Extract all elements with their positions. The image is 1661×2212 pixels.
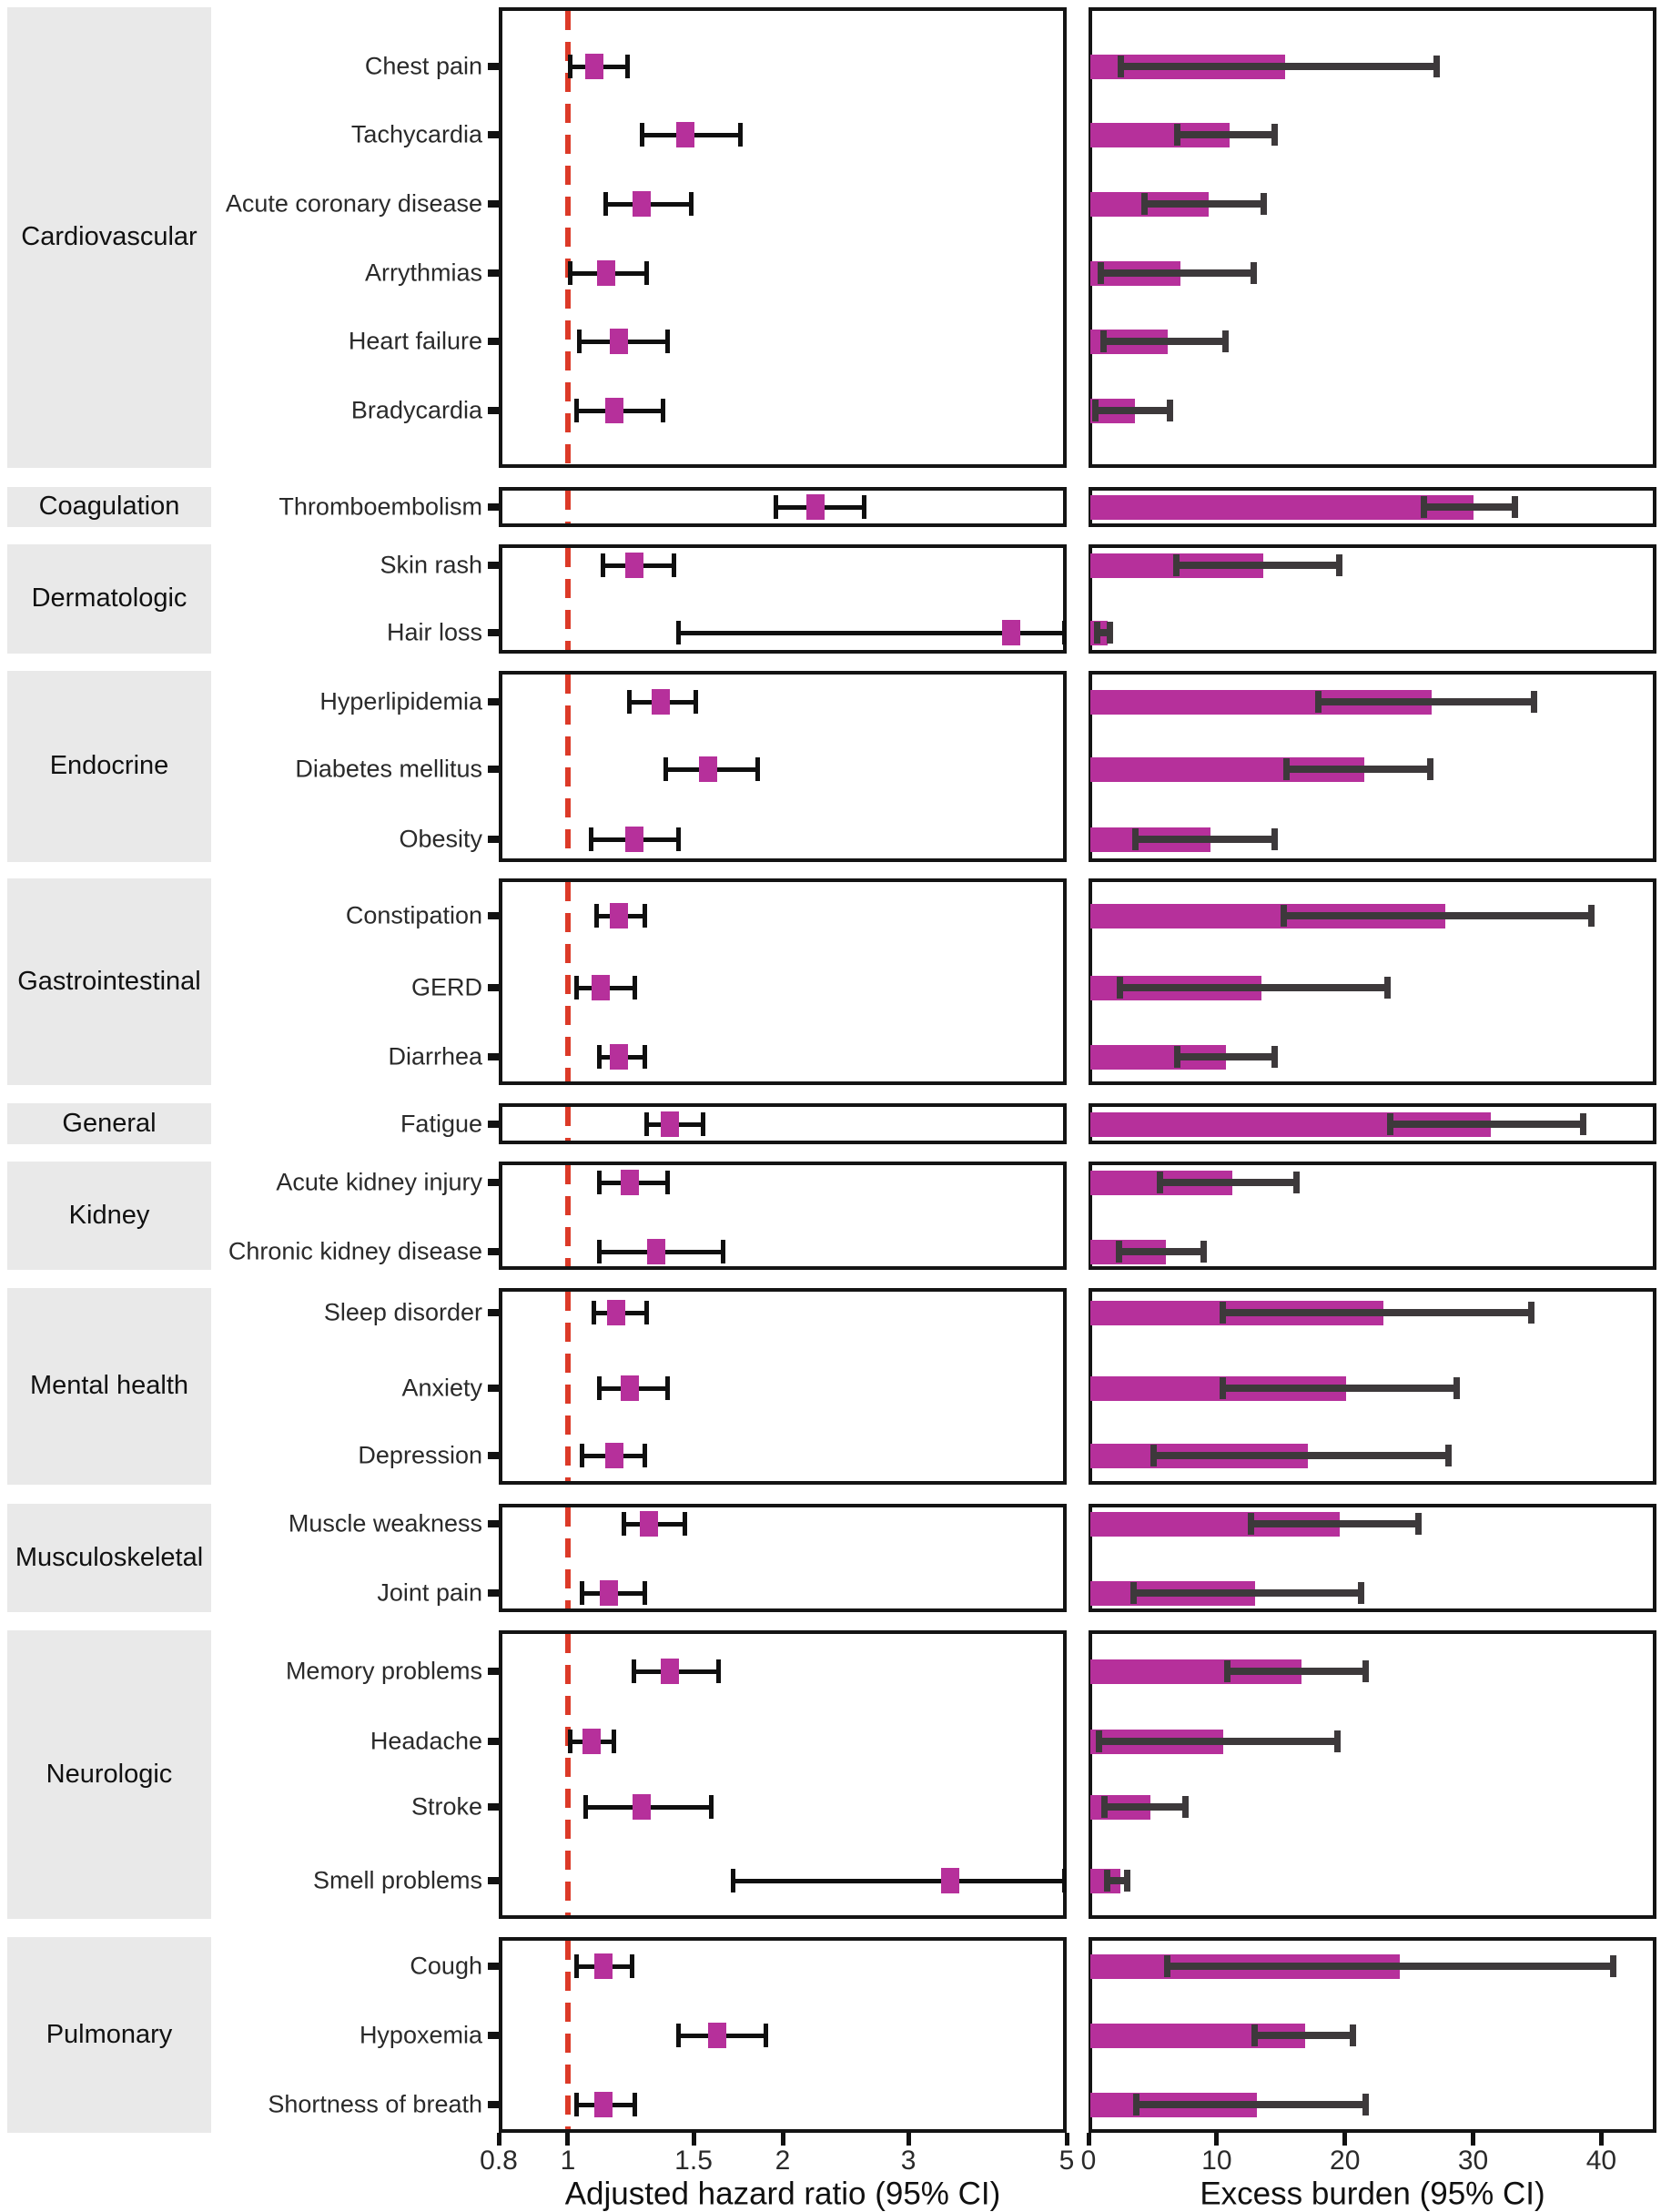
burden-ci-cap-right-diabetes-mellitus (1427, 758, 1433, 780)
burden-ci-cap-right-acute-coronary-disease (1261, 193, 1267, 215)
burden-ci-line-hyperlipidemia (1315, 698, 1537, 705)
hr-marker-acute-kidney-injury (621, 1170, 639, 1195)
burden-ci-cap-left-memory-problems (1224, 1660, 1231, 1682)
burden-ci-cap-left-thromboembolism (1421, 496, 1427, 518)
burden-ci-line-memory-problems (1224, 1668, 1369, 1675)
hr-marker-diarrhea (610, 1044, 628, 1070)
hr-marker-gerd (592, 975, 610, 1000)
hr-ci-cap-right-cough (630, 1954, 634, 1978)
burden-ci-cap-left-diabetes-mellitus (1283, 758, 1290, 780)
burden-axis-title: Excess burden (95% CI) (1200, 2176, 1545, 2212)
row-tick-acute-coronary-disease (488, 200, 499, 208)
burden-ci-line-chronic-kidney-disease (1116, 1248, 1207, 1255)
burden-ci-cap-left-hyperlipidemia (1315, 691, 1322, 713)
hr-ci-cap-right-acute-coronary-disease (689, 192, 694, 216)
hr-ci-cap-left-skin-rash (601, 553, 605, 577)
burden-ci-cap-right-memory-problems (1362, 1660, 1369, 1682)
row-tick-constipation (488, 912, 499, 919)
row-tick-muscle-weakness (488, 1520, 499, 1527)
hr-ci-cap-right-skin-rash (672, 553, 676, 577)
row-tick-chest-pain (488, 63, 499, 70)
burden-x-tick-20 (1342, 2133, 1347, 2146)
burden-ci-cap-right-stroke (1182, 1796, 1189, 1818)
category-label-dermatologic: Dermatologic (7, 544, 211, 654)
row-label-muscle-weakness: Muscle weakness (288, 1509, 482, 1537)
reference-line-hr1-gastrointestinal (565, 882, 571, 1081)
burden-ci-cap-left-depression (1150, 1445, 1157, 1466)
row-label-stroke: Stroke (410, 1792, 482, 1821)
burden-ci-cap-left-gerd (1117, 977, 1123, 999)
burden-ci-cap-right-tachycardia (1271, 124, 1278, 146)
hr-ci-cap-right-sleep-disorder (644, 1301, 649, 1324)
row-label-joint-pain: Joint pain (377, 1578, 482, 1607)
row-tick-bradycardia (488, 407, 499, 414)
hr-ci-cap-left-bradycardia (574, 399, 579, 422)
burden-ci-cap-right-sleep-disorder (1528, 1302, 1534, 1324)
hr-ci-cap-right-fatigue (701, 1112, 705, 1136)
row-label-headache: Headache (370, 1727, 482, 1755)
hr-marker-acute-coronary-disease (633, 191, 651, 217)
burden-ci-line-depression (1150, 1452, 1452, 1459)
burden-ci-cap-right-acute-kidney-injury (1293, 1172, 1300, 1193)
hr-marker-cough (594, 1953, 613, 1979)
burden-ci-cap-right-bradycardia (1167, 400, 1173, 421)
burden-x-tick-label-20: 20 (1330, 2146, 1361, 2176)
hr-ci-cap-left-stroke (583, 1795, 588, 1819)
hr-ci-cap-right-chest-pain (625, 55, 630, 78)
burden-ci-cap-left-fatigue (1387, 1113, 1393, 1135)
row-tick-anxiety (488, 1385, 499, 1392)
burden-ci-cap-left-cough (1164, 1955, 1170, 1977)
hr-ci-cap-right-diarrhea (643, 1045, 647, 1069)
hr-marker-smell-problems (941, 1868, 959, 1893)
burden-ci-line-diabetes-mellitus (1283, 766, 1433, 773)
burden-ci-line-acute-coronary-disease (1141, 200, 1267, 208)
burden-ci-line-sleep-disorder (1220, 1309, 1535, 1316)
hr-ci-cap-right-acute-kidney-injury (665, 1171, 670, 1194)
hr-marker-tachycardia (676, 122, 694, 147)
hr-ci-cap-left-arrythmias (568, 261, 572, 285)
row-tick-hyperlipidemia (488, 698, 499, 705)
burden-ci-cap-right-constipation (1588, 905, 1595, 927)
burden-ci-line-headache (1096, 1738, 1341, 1745)
burden-ci-line-tachycardia (1174, 131, 1278, 138)
hr-ci-cap-left-acute-kidney-injury (597, 1171, 602, 1194)
row-label-arrythmias: Arrythmias (364, 259, 482, 287)
hr-ci-cap-right-stroke (709, 1795, 714, 1819)
row-label-diarrhea: Diarrhea (388, 1042, 482, 1070)
hr-marker-headache (582, 1729, 601, 1754)
hr-ci-cap-left-depression (580, 1444, 584, 1467)
burden-ci-cap-right-joint-pain (1358, 1582, 1364, 1604)
hr-ci-cap-right-bradycardia (661, 399, 665, 422)
burden-x-tick-label-30: 30 (1457, 2146, 1489, 2176)
burden-ci-line-thromboembolism (1421, 503, 1518, 511)
row-tick-tachycardia (488, 131, 499, 138)
burden-ci-line-joint-pain (1130, 1589, 1363, 1597)
row-tick-sleep-disorder (488, 1309, 499, 1316)
row-tick-hypoxemia (488, 2032, 499, 2039)
reference-line-hr1-coagulation (565, 491, 571, 523)
row-label-diabetes-mellitus: Diabetes mellitus (295, 755, 482, 783)
row-label-memory-problems: Memory problems (285, 1657, 482, 1685)
hr-ci-cap-right-depression (643, 1444, 647, 1467)
hr-ci-cap-left-diarrhea (597, 1045, 602, 1069)
burden-ci-cap-left-skin-rash (1173, 554, 1180, 576)
burden-ci-cap-left-anxiety (1220, 1377, 1226, 1399)
row-label-smell-problems: Smell problems (312, 1866, 482, 1894)
hr-marker-hypoxemia (708, 2023, 726, 2048)
hr-marker-bradycardia (605, 398, 623, 423)
burden-ci-cap-right-fatigue (1580, 1113, 1586, 1135)
burden-ci-line-obesity (1132, 836, 1279, 843)
row-tick-smell-problems (488, 1877, 499, 1884)
row-label-anxiety: Anxiety (401, 1374, 482, 1402)
burden-ci-cap-left-joint-pain (1130, 1582, 1137, 1604)
row-label-gerd: GERD (410, 973, 482, 1001)
category-label-gastrointestinal: Gastrointestinal (7, 878, 211, 1085)
hr-ci-cap-left-hyperlipidemia (627, 690, 632, 714)
hr-ci-cap-left-constipation (594, 904, 599, 928)
row-label-shortness-of-breath: Shortness of breath (268, 2090, 482, 2118)
category-label-cardiovascular: Cardiovascular (7, 7, 211, 468)
category-label-neurologic: Neurologic (7, 1630, 211, 1919)
hazard-x-tick-0.8 (497, 2133, 501, 2146)
hr-ci-cap-right-muscle-weakness (683, 1512, 687, 1536)
hr-ci-cap-right-shortness-of-breath (633, 2093, 637, 2116)
burden-ci-cap-left-acute-coronary-disease (1141, 193, 1148, 215)
hr-ci-cap-left-sleep-disorder (592, 1301, 596, 1324)
row-label-chronic-kidney-disease: Chronic kidney disease (228, 1237, 482, 1265)
reference-line-hr1-dermatologic (565, 548, 571, 650)
row-tick-thromboembolism (488, 503, 499, 511)
row-label-hypoxemia: Hypoxemia (359, 2021, 482, 2049)
hazard-x-tick-1 (565, 2133, 570, 2146)
hr-marker-stroke (633, 1794, 651, 1820)
burden-ci-line-hypoxemia (1251, 2032, 1357, 2039)
burden-ci-cap-right-anxiety (1453, 1377, 1460, 1399)
hazard-x-tick-3 (906, 2133, 911, 2146)
hr-ci-cap-right-heart-failure (665, 330, 670, 353)
row-tick-gerd (488, 984, 499, 991)
hazard-panel-endocrine (499, 671, 1067, 862)
row-tick-depression (488, 1452, 499, 1459)
hr-ci-cap-left-chest-pain (568, 55, 572, 78)
burden-ci-cap-right-hair-loss (1107, 622, 1113, 644)
burden-ci-line-chest-pain (1118, 63, 1440, 70)
hr-marker-muscle-weakness (640, 1511, 658, 1537)
reference-line-hr1-pulmonary (565, 1941, 571, 2129)
burden-ci-cap-right-diarrhea (1271, 1046, 1278, 1068)
hr-ci-cap-left-cough (574, 1954, 579, 1978)
burden-ci-cap-left-muscle-weakness (1248, 1513, 1254, 1535)
burden-ci-cap-left-chest-pain (1118, 56, 1124, 77)
burden-ci-line-gerd (1117, 984, 1391, 991)
row-tick-headache (488, 1738, 499, 1745)
hr-marker-shortness-of-breath (594, 2092, 613, 2117)
burden-ci-line-constipation (1281, 912, 1595, 919)
burden-ci-cap-left-hair-loss (1094, 622, 1100, 644)
hr-ci-cap-left-chronic-kidney-disease (597, 1240, 602, 1263)
burden-ci-cap-right-heart-failure (1222, 330, 1229, 352)
burden-ci-cap-left-smell-problems (1104, 1870, 1110, 1892)
burden-ci-cap-left-arrythmias (1098, 262, 1104, 284)
hr-ci-cap-right-memory-problems (716, 1659, 721, 1683)
burden-x-tick-10 (1214, 2133, 1219, 2146)
hr-ci-cap-right-constipation (643, 904, 647, 928)
row-tick-cough (488, 1963, 499, 1970)
category-label-coagulation: Coagulation (7, 487, 211, 527)
row-tick-diabetes-mellitus (488, 766, 499, 773)
hr-ci-cap-right-smell-problems (1062, 1869, 1067, 1892)
burden-x-tick-0 (1087, 2133, 1091, 2146)
burden-ci-cap-right-chest-pain (1433, 56, 1440, 77)
burden-ci-line-stroke (1101, 1803, 1189, 1811)
burden-ci-cap-right-gerd (1384, 977, 1391, 999)
row-label-hyperlipidemia: Hyperlipidemia (319, 687, 482, 715)
hr-marker-chest-pain (585, 54, 603, 79)
hr-marker-diabetes-mellitus (699, 756, 717, 782)
hr-marker-joint-pain (600, 1580, 618, 1606)
hr-ci-cap-left-joint-pain (580, 1581, 584, 1605)
hazard-x-tick-label-3: 3 (900, 2146, 917, 2176)
hr-ci-cap-left-heart-failure (577, 330, 582, 353)
burden-ci-line-muscle-weakness (1248, 1520, 1423, 1527)
burden-ci-line-cough (1164, 1963, 1616, 1970)
burden-ci-cap-right-obesity (1271, 828, 1278, 850)
burden-ci-cap-left-acute-kidney-injury (1157, 1172, 1163, 1193)
hr-ci-cap-right-tachycardia (738, 123, 743, 147)
hr-ci-cap-left-shortness-of-breath (574, 2093, 579, 2116)
row-tick-arrythmias (488, 269, 499, 277)
category-label-kidney: Kidney (7, 1162, 211, 1270)
hr-ci-cap-left-diabetes-mellitus (663, 757, 668, 781)
burden-ci-cap-left-sleep-disorder (1220, 1302, 1226, 1324)
burden-ci-cap-left-hypoxemia (1251, 2024, 1258, 2046)
reference-line-hr1-musculoskeletal (565, 1507, 571, 1608)
row-tick-joint-pain (488, 1589, 499, 1597)
burden-ci-cap-left-stroke (1101, 1796, 1108, 1818)
burden-ci-cap-left-diarrhea (1174, 1046, 1180, 1068)
row-label-cough: Cough (410, 1952, 482, 1980)
row-tick-memory-problems (488, 1668, 499, 1675)
hr-ci-cap-left-acute-coronary-disease (603, 192, 608, 216)
hr-ci-cap-left-thromboembolism (774, 495, 778, 519)
hr-marker-skin-rash (625, 553, 643, 578)
hr-ci-cap-right-joint-pain (643, 1581, 647, 1605)
hr-ci-cap-left-anxiety (597, 1376, 602, 1400)
reference-line-hr1-mental-health (565, 1292, 571, 1481)
burden-ci-line-diarrhea (1174, 1053, 1278, 1060)
burden-ci-cap-left-headache (1096, 1730, 1102, 1752)
burden-ci-cap-right-hypoxemia (1350, 2024, 1356, 2046)
hr-ci-cap-left-hypoxemia (676, 2024, 681, 2047)
burden-ci-cap-left-tachycardia (1174, 124, 1180, 146)
row-tick-chronic-kidney-disease (488, 1248, 499, 1255)
burden-ci-cap-right-arrythmias (1251, 262, 1257, 284)
hr-marker-depression (605, 1443, 623, 1468)
burden-ci-line-acute-kidney-injury (1157, 1179, 1301, 1186)
reference-line-hr1-neurologic (565, 1634, 571, 1915)
hr-ci-cap-left-muscle-weakness (622, 1512, 626, 1536)
burden-x-tick-label-0: 0 (1080, 2146, 1097, 2176)
row-label-depression: Depression (358, 1441, 482, 1469)
burden-ci-line-shortness-of-breath (1133, 2101, 1369, 2108)
row-tick-hair-loss (488, 629, 499, 636)
row-label-constipation: Constipation (345, 901, 482, 929)
hazard-panel-gastrointestinal (499, 878, 1067, 1085)
category-label-mental-health: Mental health (7, 1288, 211, 1485)
row-tick-obesity (488, 836, 499, 843)
hr-ci-line-smell-problems (731, 1879, 1067, 1883)
reference-line-hr1-cardiovascular (565, 11, 571, 464)
row-label-acute-coronary-disease: Acute coronary disease (225, 189, 482, 218)
hazard-panel-neurologic (499, 1630, 1067, 1919)
burden-ci-cap-right-headache (1334, 1730, 1341, 1752)
hazard-x-tick-label-1.5: 1.5 (674, 2146, 713, 2176)
burden-ci-cap-right-hyperlipidemia (1531, 691, 1537, 713)
hr-marker-sleep-disorder (607, 1300, 625, 1325)
hr-ci-cap-left-obesity (589, 827, 593, 851)
hazard-x-tick-label-0.8: 0.8 (480, 2146, 518, 2176)
hr-marker-heart-failure (610, 329, 628, 354)
hr-marker-constipation (610, 903, 628, 928)
burden-ci-line-bradycardia (1092, 407, 1173, 414)
hr-marker-obesity (625, 827, 643, 852)
burden-ci-cap-left-obesity (1132, 828, 1139, 850)
burden-ci-cap-right-skin-rash (1336, 554, 1342, 576)
burden-ci-line-heart-failure (1100, 338, 1229, 345)
hazard-axis-title: Adjusted hazard ratio (95% CI) (564, 2176, 1001, 2212)
burden-bar-thromboembolism (1090, 495, 1474, 520)
burden-ci-cap-left-bradycardia (1092, 400, 1099, 421)
burden-ci-cap-right-muscle-weakness (1415, 1513, 1422, 1535)
row-tick-heart-failure (488, 338, 499, 345)
hazard-panel-general (499, 1103, 1067, 1144)
hr-ci-cap-left-gerd (574, 976, 579, 999)
row-tick-stroke (488, 1803, 499, 1811)
hr-ci-cap-left-memory-problems (632, 1659, 636, 1683)
hr-ci-cap-right-chronic-kidney-disease (721, 1240, 725, 1263)
hazard-x-tick-label-1: 1 (560, 2146, 576, 2176)
hr-ci-cap-left-hair-loss (676, 621, 681, 644)
burden-ci-cap-right-chronic-kidney-disease (1200, 1241, 1207, 1263)
burden-ci-cap-left-chronic-kidney-disease (1116, 1241, 1122, 1263)
burden-ci-line-anxiety (1220, 1385, 1461, 1392)
row-label-bradycardia: Bradycardia (350, 396, 482, 424)
burden-ci-cap-left-shortness-of-breath (1133, 2094, 1139, 2116)
hr-ci-cap-right-arrythmias (644, 261, 649, 285)
hazard-x-tick-5 (1065, 2133, 1069, 2146)
hr-marker-thromboembolism (806, 494, 825, 520)
hr-ci-cap-right-headache (612, 1730, 616, 1753)
row-tick-acute-kidney-injury (488, 1179, 499, 1186)
hr-marker-memory-problems (661, 1659, 679, 1684)
burden-ci-line-fatigue (1387, 1121, 1585, 1128)
category-label-musculoskeletal: Musculoskeletal (7, 1504, 211, 1612)
burden-ci-line-arrythmias (1098, 269, 1257, 277)
hr-ci-cap-right-hypoxemia (764, 2024, 768, 2047)
burden-x-tick-label-10: 10 (1201, 2146, 1232, 2176)
hr-ci-cap-right-obesity (676, 827, 681, 851)
burden-x-tick-40 (1599, 2133, 1604, 2146)
row-label-obesity: Obesity (399, 825, 482, 853)
row-label-acute-kidney-injury: Acute kidney injury (276, 1168, 482, 1196)
hr-marker-chronic-kidney-disease (647, 1239, 665, 1264)
burden-ci-cap-right-thromboembolism (1512, 496, 1518, 518)
reference-line-hr1-kidney (565, 1165, 571, 1266)
burden-ci-line-skin-rash (1173, 562, 1342, 569)
row-tick-diarrhea (488, 1053, 499, 1060)
row-label-fatigue: Fatigue (400, 1110, 482, 1138)
row-label-tachycardia: Tachycardia (350, 120, 482, 148)
hazard-x-tick-1.5 (692, 2133, 696, 2146)
hr-ci-cap-left-fatigue (644, 1112, 649, 1136)
hr-marker-fatigue (661, 1111, 679, 1137)
hazard-x-tick-2 (781, 2133, 785, 2146)
hazard-x-tick-label-5: 5 (1058, 2146, 1075, 2176)
hr-marker-anxiety (621, 1375, 639, 1401)
burden-ci-cap-left-constipation (1281, 905, 1287, 927)
hr-marker-hyperlipidemia (652, 689, 670, 715)
hr-ci-cap-right-hair-loss (1062, 621, 1067, 644)
hr-ci-cap-left-smell-problems (731, 1869, 735, 1892)
hr-ci-cap-right-anxiety (665, 1376, 670, 1400)
burden-ci-cap-right-smell-problems (1124, 1870, 1130, 1892)
row-tick-fatigue (488, 1121, 499, 1128)
burden-x-tick-label-40: 40 (1585, 2146, 1617, 2176)
row-tick-skin-rash (488, 562, 499, 569)
row-tick-shortness-of-breath (488, 2101, 499, 2108)
burden-ci-cap-right-shortness-of-breath (1362, 2094, 1369, 2116)
burden-ci-cap-left-heart-failure (1100, 330, 1107, 352)
hr-marker-hair-loss (1002, 620, 1020, 645)
hazard-panel-cardiovascular (499, 7, 1067, 468)
burden-x-tick-30 (1471, 2133, 1475, 2146)
reference-line-hr1-endocrine (565, 675, 571, 858)
hr-ci-cap-right-diabetes-mellitus (755, 757, 760, 781)
hazard-panel-dermatologic (499, 544, 1067, 654)
hr-ci-cap-right-thromboembolism (862, 495, 866, 519)
category-label-endocrine: Endocrine (7, 671, 211, 862)
row-label-thromboembolism: Thromboembolism (279, 492, 482, 521)
hr-ci-cap-right-gerd (633, 976, 637, 999)
burden-ci-cap-right-cough (1610, 1955, 1616, 1977)
hr-marker-arrythmias (597, 260, 615, 286)
row-label-skin-rash: Skin rash (380, 551, 482, 579)
hr-ci-cap-right-hyperlipidemia (694, 690, 698, 714)
burden-ci-cap-right-depression (1445, 1445, 1452, 1466)
category-label-general: General (7, 1103, 211, 1144)
hr-ci-cap-left-headache (568, 1730, 572, 1753)
row-label-chest-pain: Chest pain (364, 52, 482, 80)
hazard-panel-kidney (499, 1162, 1067, 1270)
row-label-hair-loss: Hair loss (386, 618, 482, 646)
category-label-pulmonary: Pulmonary (7, 1937, 211, 2133)
row-label-sleep-disorder: Sleep disorder (323, 1298, 482, 1326)
row-label-heart-failure: Heart failure (348, 327, 482, 355)
hr-ci-cap-left-tachycardia (640, 123, 644, 147)
hazard-x-tick-label-2: 2 (775, 2146, 791, 2176)
reference-line-hr1-general (565, 1107, 571, 1141)
